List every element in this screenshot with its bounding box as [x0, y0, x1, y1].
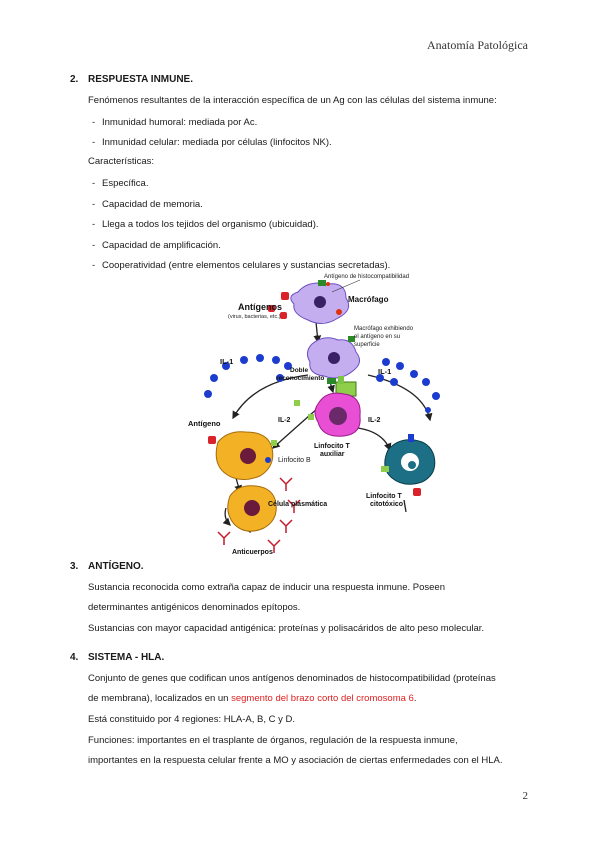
helper-t-cell: [294, 376, 360, 436]
macrophage-note-3: superficie: [354, 342, 380, 348]
macrophage-note-1: Macrófago exhibiendo: [354, 326, 414, 332]
antigen-label: Antígeno: [188, 419, 221, 428]
section-2-title: RESPUESTA INMUNE.: [88, 74, 194, 85]
feature-item: [92, 240, 221, 251]
il1-left-label: IL-1: [220, 357, 234, 366]
macrophage-cell: [291, 280, 349, 324]
double-recognition-label-1: Doble: [290, 367, 309, 374]
feature-item-text: Capacidad de memoria.: [102, 199, 203, 210]
b-lymphocyte-cell: [208, 432, 277, 480]
section-4-line-1: Conjunto de genes que codifican unos antígenos denominados de histocompatibilidad (proteínas: [88, 673, 496, 684]
section-3-line-1: Sustancia reconocida como extraña capaz de inducir una respuesta inmune. Poseen: [88, 582, 445, 593]
section-3-line-2: determinantes antigénicos denominados epítopos.: [88, 602, 301, 613]
feature-item-text: Específica.: [102, 178, 149, 189]
feature-item-text: Llega a todos los tejidos del organismo (ubicuidad).: [102, 219, 319, 230]
section-4-title: SISTEMA - HLA.: [88, 652, 165, 663]
plasma-cell: [228, 486, 277, 531]
type-item: [92, 117, 257, 128]
helper-t-label-1: Linfocito T: [314, 443, 350, 450]
type-item: [92, 137, 332, 148]
section-2-number: 2.: [70, 74, 79, 85]
section-3-number: 3.: [70, 561, 79, 572]
antibodies-label: Anticuerpos: [232, 549, 273, 556]
helper-t-label-2: auxiliar: [320, 451, 345, 458]
dash: -: [92, 178, 96, 189]
double-recognition-label-2: reconocimiento: [276, 375, 325, 382]
cytotoxic-t-label-1: Linfocito T: [366, 493, 402, 500]
macrophage-note-2: el antígeno en su: [354, 334, 401, 340]
section-4-number: 4.: [70, 652, 79, 663]
feature-item-text: Cooperatividad (entre elementos celulares y sustancias secretadas).: [102, 260, 391, 271]
il2-left-label: IL-2: [278, 417, 291, 424]
cytotoxic-t-cell: [381, 434, 435, 496]
section-3-heading: [70, 561, 144, 572]
il2-right-label: IL-2: [368, 417, 381, 424]
plasma-cell-label: Célula plasmática: [268, 501, 328, 508]
section-2-intro: Fenómenos resultantes de la interacción específica de un Ag con las células del sistema inmune:: [88, 95, 497, 106]
section-4-line-2-end: .: [413, 693, 417, 704]
b-lymphocyte-label: Linfocito B: [278, 457, 311, 464]
section-2-heading: [70, 74, 193, 85]
antigens-label: Antígenos: [238, 302, 282, 312]
chromosome-6-highlight: segmento del brazo corto del cromosoma 6: [231, 693, 414, 704]
dash: -: [92, 137, 96, 148]
il1-right-label: IL-1: [378, 367, 392, 376]
immune-response-diagram: [168, 270, 458, 558]
section-4-para-2: Está constituido por 4 regiones: HLA-A, B, C y D.: [88, 714, 295, 725]
dash: -: [92, 260, 96, 271]
hist-antigen-label: Antígeno de histocompatibilidad: [324, 274, 410, 280]
section-4-line-2-text: de membrana), localizados en un: [88, 693, 232, 704]
section-4-heading: [70, 652, 164, 663]
feature-item-text: Capacidad de amplificación.: [102, 240, 221, 251]
section-4-para-3-line-1: Funciones: importantes en el trasplante de órganos, regulación de la respuesta inmune,: [88, 735, 458, 746]
section-3-title: ANTÍGENO.: [88, 561, 144, 572]
feature-item: [92, 219, 319, 230]
section-4-para-3-line-2: importantes en la respuesta celular frente a MO y asociación de ciertas enfermedades con el HLA.: [88, 755, 503, 766]
features-label: Características:: [88, 156, 154, 167]
type-item-text: Inmunidad celular: mediada por células (linfocitos NK).: [102, 137, 332, 148]
section-3-para-2: Sustancias con mayor capacidad antigénica: proteínas y polisacáridos de alto peso molecular.: [88, 623, 485, 634]
antigens-sublabel: (virus, bacterias, etc.): [228, 314, 281, 320]
dash: -: [92, 219, 96, 230]
type-item-text: Inmunidad humoral: mediada por Ac.: [102, 117, 258, 128]
page-number: 2: [522, 790, 528, 802]
feature-item: [92, 178, 148, 189]
feature-item: [92, 199, 203, 210]
dash: -: [92, 117, 96, 128]
page-header: Anatomía Patológica: [427, 38, 528, 52]
section-4-line-2: [88, 689, 528, 708]
dash: -: [92, 199, 96, 210]
macrophage-label: Macrófago: [348, 295, 389, 304]
dash: -: [92, 240, 96, 251]
cytotoxic-t-label-2: citotóxico: [370, 501, 404, 508]
